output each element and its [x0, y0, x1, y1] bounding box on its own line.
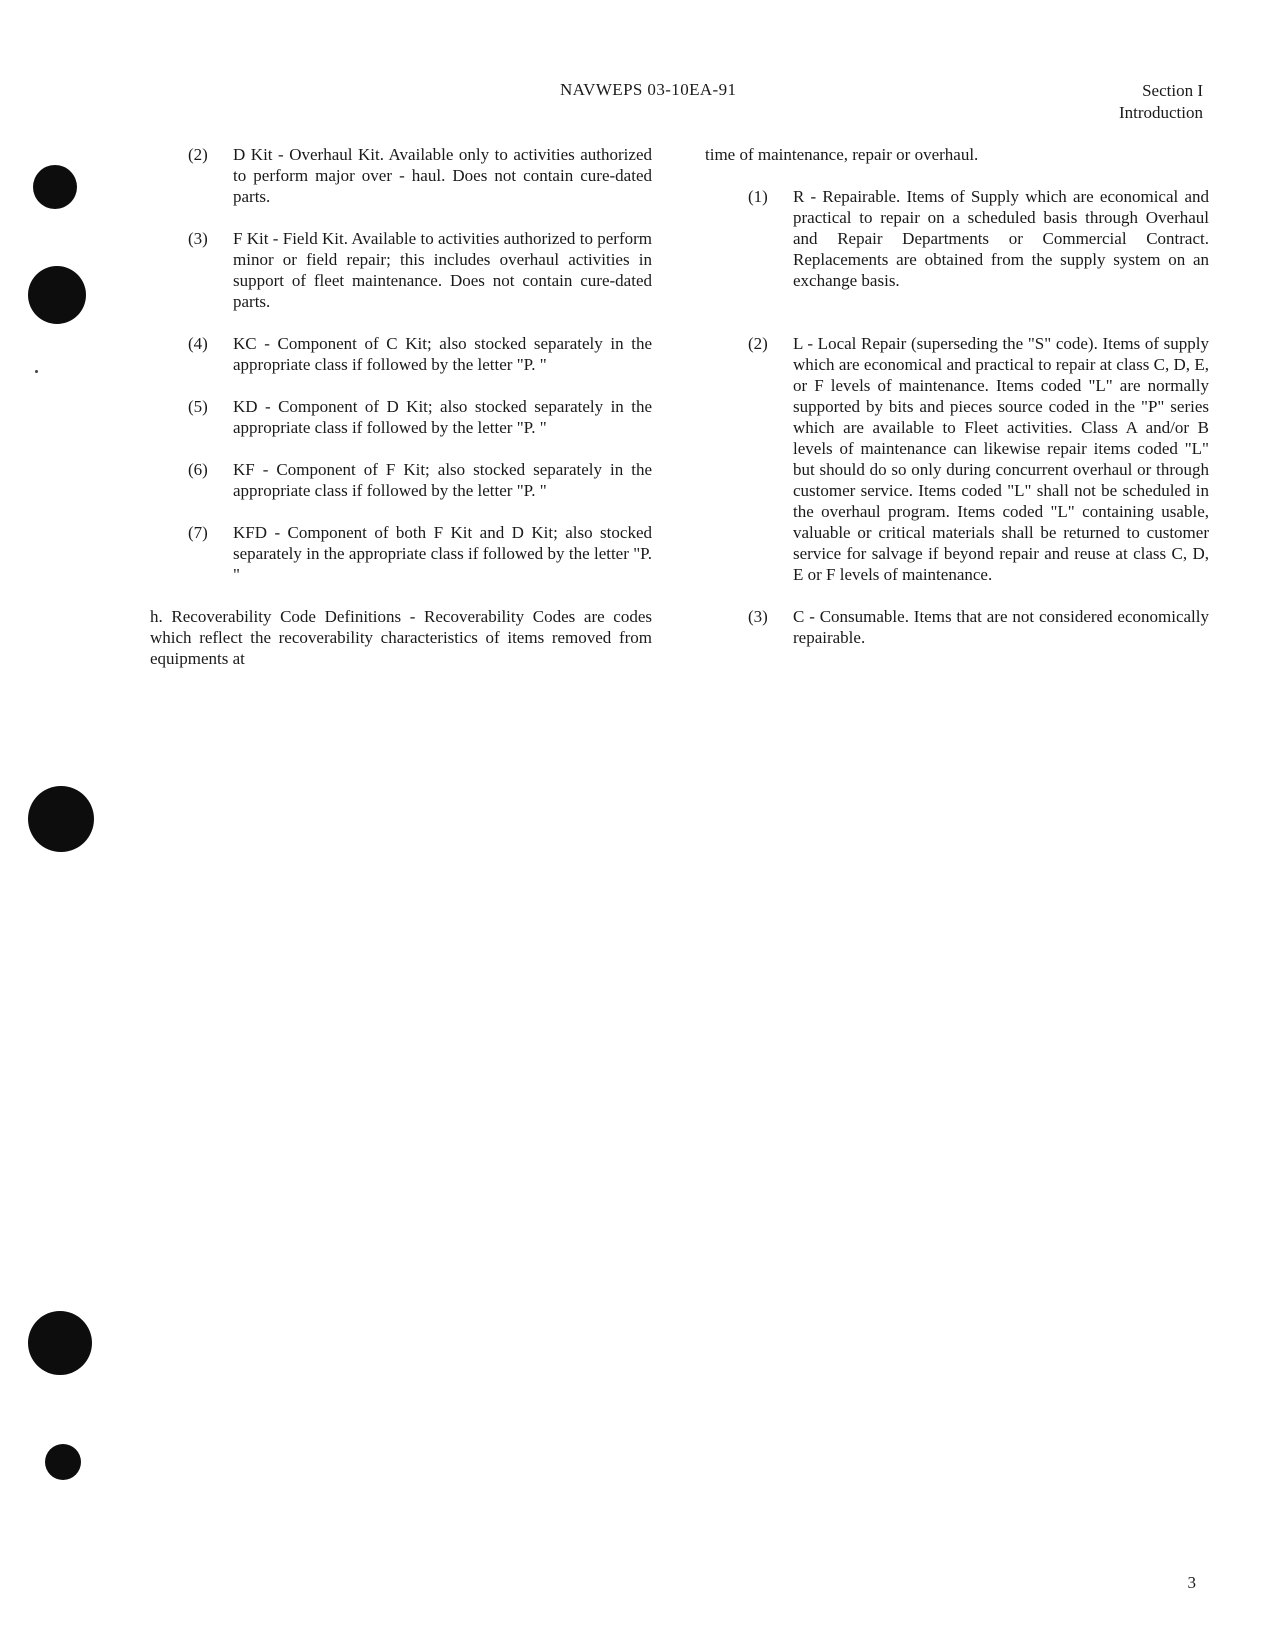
item-text: KD - Component of D Kit; also stocked separately in the appropriate class if followed by the letter "P. "	[233, 397, 652, 437]
list-item	[705, 606, 1209, 648]
document-number: NAVWEPS 03-10EA-91	[560, 80, 737, 99]
item-number: (5)	[188, 397, 208, 416]
section-label: Section I	[1142, 81, 1203, 100]
item-number: (4)	[188, 334, 208, 353]
item-text: R - Repairable. Items of Supply which are economical and practical to repair on a scheduled basis through Overhaul and Repair Departments or Commercial Contract. Replacements are obtained from the supply system on an exchange basis.	[793, 187, 1209, 290]
binder-hole-1	[33, 165, 77, 209]
binder-hole-4	[28, 1311, 92, 1375]
item-number: (7)	[188, 523, 208, 542]
page-number: 3	[1187, 1573, 1196, 1592]
item-number: (2)	[748, 334, 768, 353]
item-text: KC - Component of C Kit; also stocked separately in the appropriate class if followed by the letter "P. "	[233, 334, 652, 374]
paragraph-h: h. Recoverability Code Definitions - Recoverability Codes are codes which reflect the recoverability characteristics of items removed from equipments at	[150, 607, 652, 668]
binder-hole-3	[28, 786, 94, 852]
section-title: Introduction	[1118, 103, 1203, 122]
binder-hole-2	[28, 266, 86, 324]
item-number: (3)	[748, 607, 768, 626]
list-item	[150, 522, 652, 585]
item-number: (2)	[188, 145, 208, 164]
list-item	[150, 459, 652, 501]
continuation-text: time of maintenance, repair or overhaul.	[705, 145, 979, 164]
item-number: (3)	[188, 229, 208, 248]
item-text: D Kit - Overhaul Kit. Available only to activities authorized to perform major over - haul. Does not contain cure-dated parts.	[233, 145, 652, 206]
list-item	[150, 333, 652, 375]
list-item	[705, 333, 1209, 585]
list-item	[150, 396, 652, 438]
list-item	[150, 144, 652, 207]
section-heading	[1119, 80, 1203, 124]
item-number: (1)	[748, 187, 768, 206]
item-text: C - Consumable. Items that are not considered economically repairable.	[793, 607, 1209, 647]
item-number: (6)	[188, 460, 208, 479]
scan-speck	[35, 370, 38, 373]
item-text: L - Local Repair (superseding the "S" code). Items of supply which are economical and practical to repair at class C, D, E, or F levels of maintenance. Items coded "L" are normally supported by bits and pieces source coded in the "P" series which are available to Fleet activities. Class A and/or B levels of maintenance can likewise repair items coded "L" but should do so only during concurrent overhaul or through customer service. Items coded "L" shall not be scheduled in the overhaul program. Items coded "L" containing usable, valuable or critical materials shall be returned to customer service for salvage if beyond repair and reuse at class C, D, E or F levels of maintenance.	[793, 334, 1209, 584]
binder-hole-5	[45, 1444, 81, 1480]
list-item	[705, 186, 1209, 291]
list-item	[150, 228, 652, 312]
item-text: KF - Component of F Kit; also stocked separately in the appropriate class if followed by the letter "P. "	[233, 460, 652, 500]
item-text: KFD - Component of both F Kit and D Kit; also stocked separately in the appropriate class if followed by the letter "P. "	[233, 523, 652, 584]
left-column	[150, 144, 652, 690]
right-column	[705, 144, 1209, 669]
item-text: F Kit - Field Kit. Available to activities authorized to perform minor or field repair; this includes overhaul activities in support of fleet maintenance. Does not contain cure-dated parts.	[233, 229, 652, 311]
